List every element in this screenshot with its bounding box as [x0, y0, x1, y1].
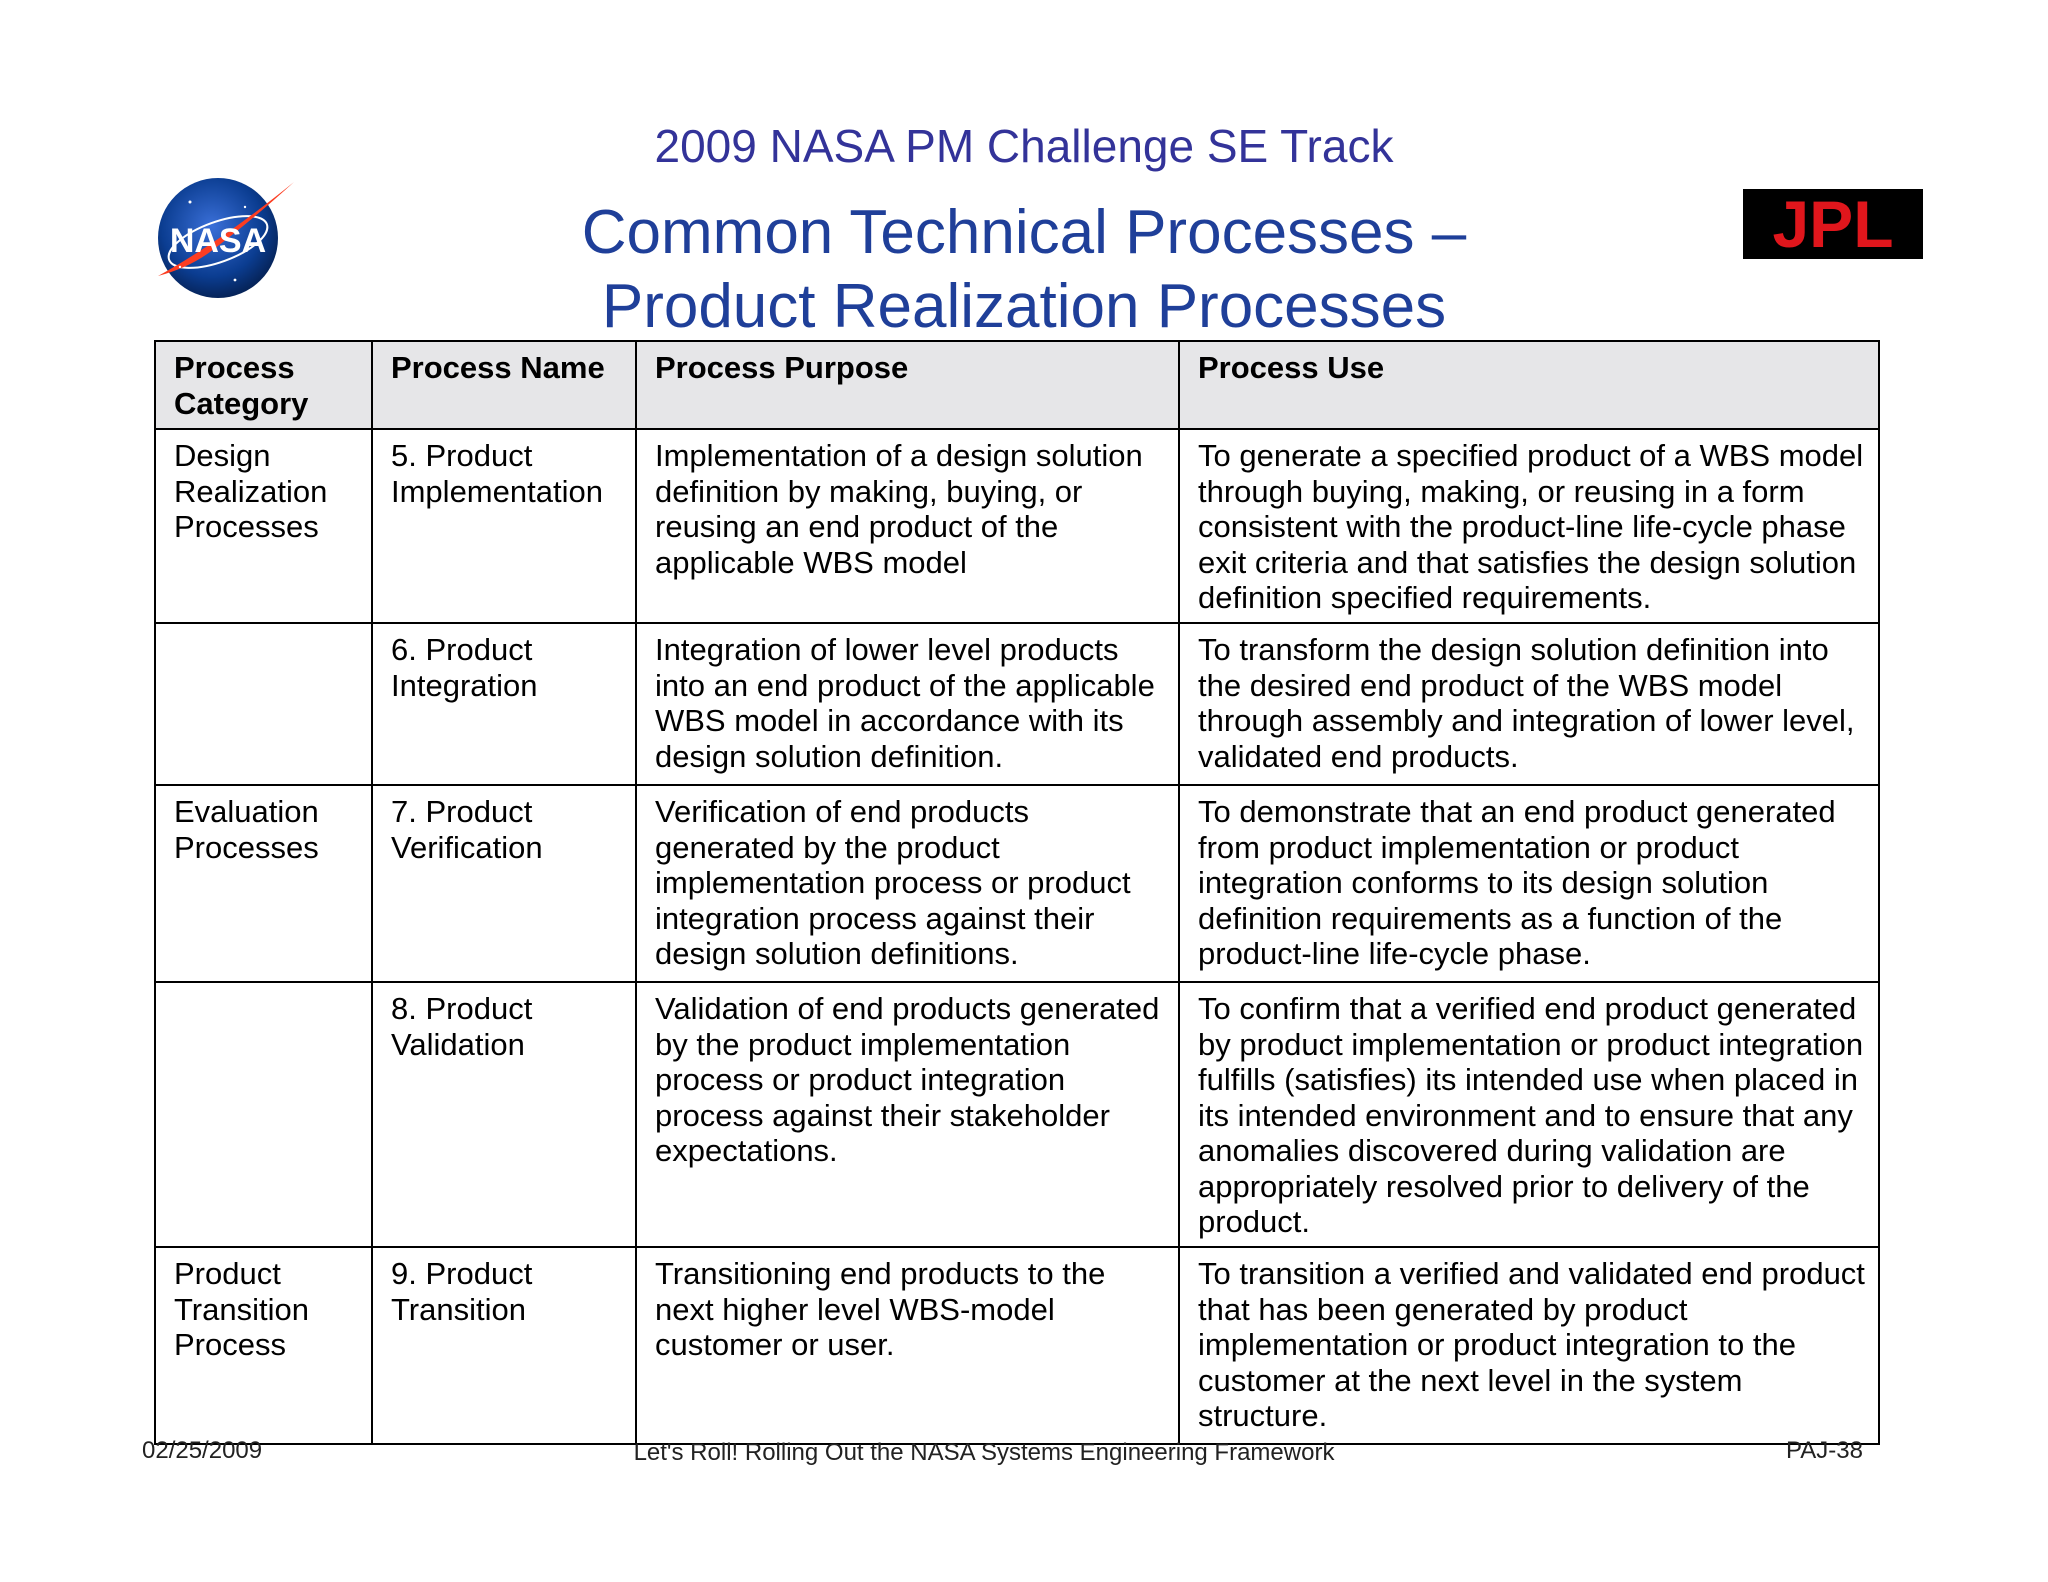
cell-purpose: Verification of end products generated by the product implementation process or product integration process against their design solution definitions.: [636, 785, 1179, 982]
slide-title: [0, 196, 2048, 344]
footer-date: 02/25/2009: [142, 1437, 263, 1464]
cell-category: Evaluation Processes: [155, 785, 372, 982]
table-header-row: [155, 341, 1879, 429]
cell-name: 9. Product Transition: [372, 1247, 636, 1444]
header-process-name: Process Name: [372, 341, 636, 429]
slide-title-line2: Product Realization Processes: [601, 272, 1447, 341]
header-process-use: Process Use: [1179, 341, 1879, 429]
cell-purpose: Transitioning end products to the next higher level WBS-model customer or user.: [636, 1247, 1179, 1444]
cell-category: [155, 982, 372, 1247]
cell-name: 5. Product Implementation: [372, 429, 636, 623]
cell-use: To transform the design solution definition into the desired end product of the WBS model through assembly and integration of lower level, validated end products.: [1179, 623, 1879, 785]
table-row: [155, 785, 1879, 982]
cell-name: 8. Product Validation: [372, 982, 636, 1247]
cell-use: To confirm that a verified end product generated by product implementation or product integration fulfills (satisfies) its intended use when placed in its intended environment and to ensure that any anomalies discovered during validation are appropriately resolved prior to delivery of the product.: [1179, 982, 1879, 1247]
nasa-logo-text: NASA: [169, 222, 267, 260]
table-row: [155, 429, 1879, 623]
cell-category: Product Transition Process: [155, 1247, 372, 1444]
cell-category: Design Realization Processes: [155, 429, 372, 623]
cell-use: To demonstrate that an end product generated from product implementation or product integration conforms to its design solution definition requirements as a function of the product-line life-cycle phase.: [1179, 785, 1879, 982]
jpl-logo-text: JPL: [1772, 189, 1894, 259]
cell-purpose: Validation of end products generated by the product implementation process or product integration process against their stakeholder expectations.: [636, 982, 1179, 1247]
cell-category: [155, 623, 372, 785]
footer-tagline: Let's Roll! Rolling Out the NASA Systems Engineering Framework: [633, 1439, 1335, 1466]
slide-subtitle: 2009 NASA PM Challenge SE Track: [654, 120, 1394, 172]
table-row: [155, 623, 1879, 785]
table-row: [155, 1247, 1879, 1444]
table-row: [155, 982, 1879, 1247]
header-process-category: Process Category: [155, 341, 372, 429]
cell-purpose: Integration of lower level products into an end product of the applicable WBS model in accordance with its design solution definition.: [636, 623, 1179, 785]
process-table: [154, 340, 1880, 1445]
slide-title-line1: Common Technical Processes –: [581, 198, 1467, 267]
cell-purpose: Implementation of a design solution definition by making, buying, or reusing an end product of the applicable WBS model: [636, 429, 1179, 623]
footer-page-id: PAJ-38: [1786, 1437, 1863, 1464]
cell-use: To transition a verified and validated end product that has been generated by product implementation or product integration to the customer at the next level in the system structure.: [1179, 1247, 1879, 1444]
cell-use: To generate a specified product of a WBS model through buying, making, or reusing in a form consistent with the product-line life-cycle phase exit criteria and that satisfies the design solution definition specified requirements.: [1179, 429, 1879, 623]
cell-name: 7. Product Verification: [372, 785, 636, 982]
header-process-purpose: Process Purpose: [636, 341, 1179, 429]
cell-name: 6. Product Integration: [372, 623, 636, 785]
